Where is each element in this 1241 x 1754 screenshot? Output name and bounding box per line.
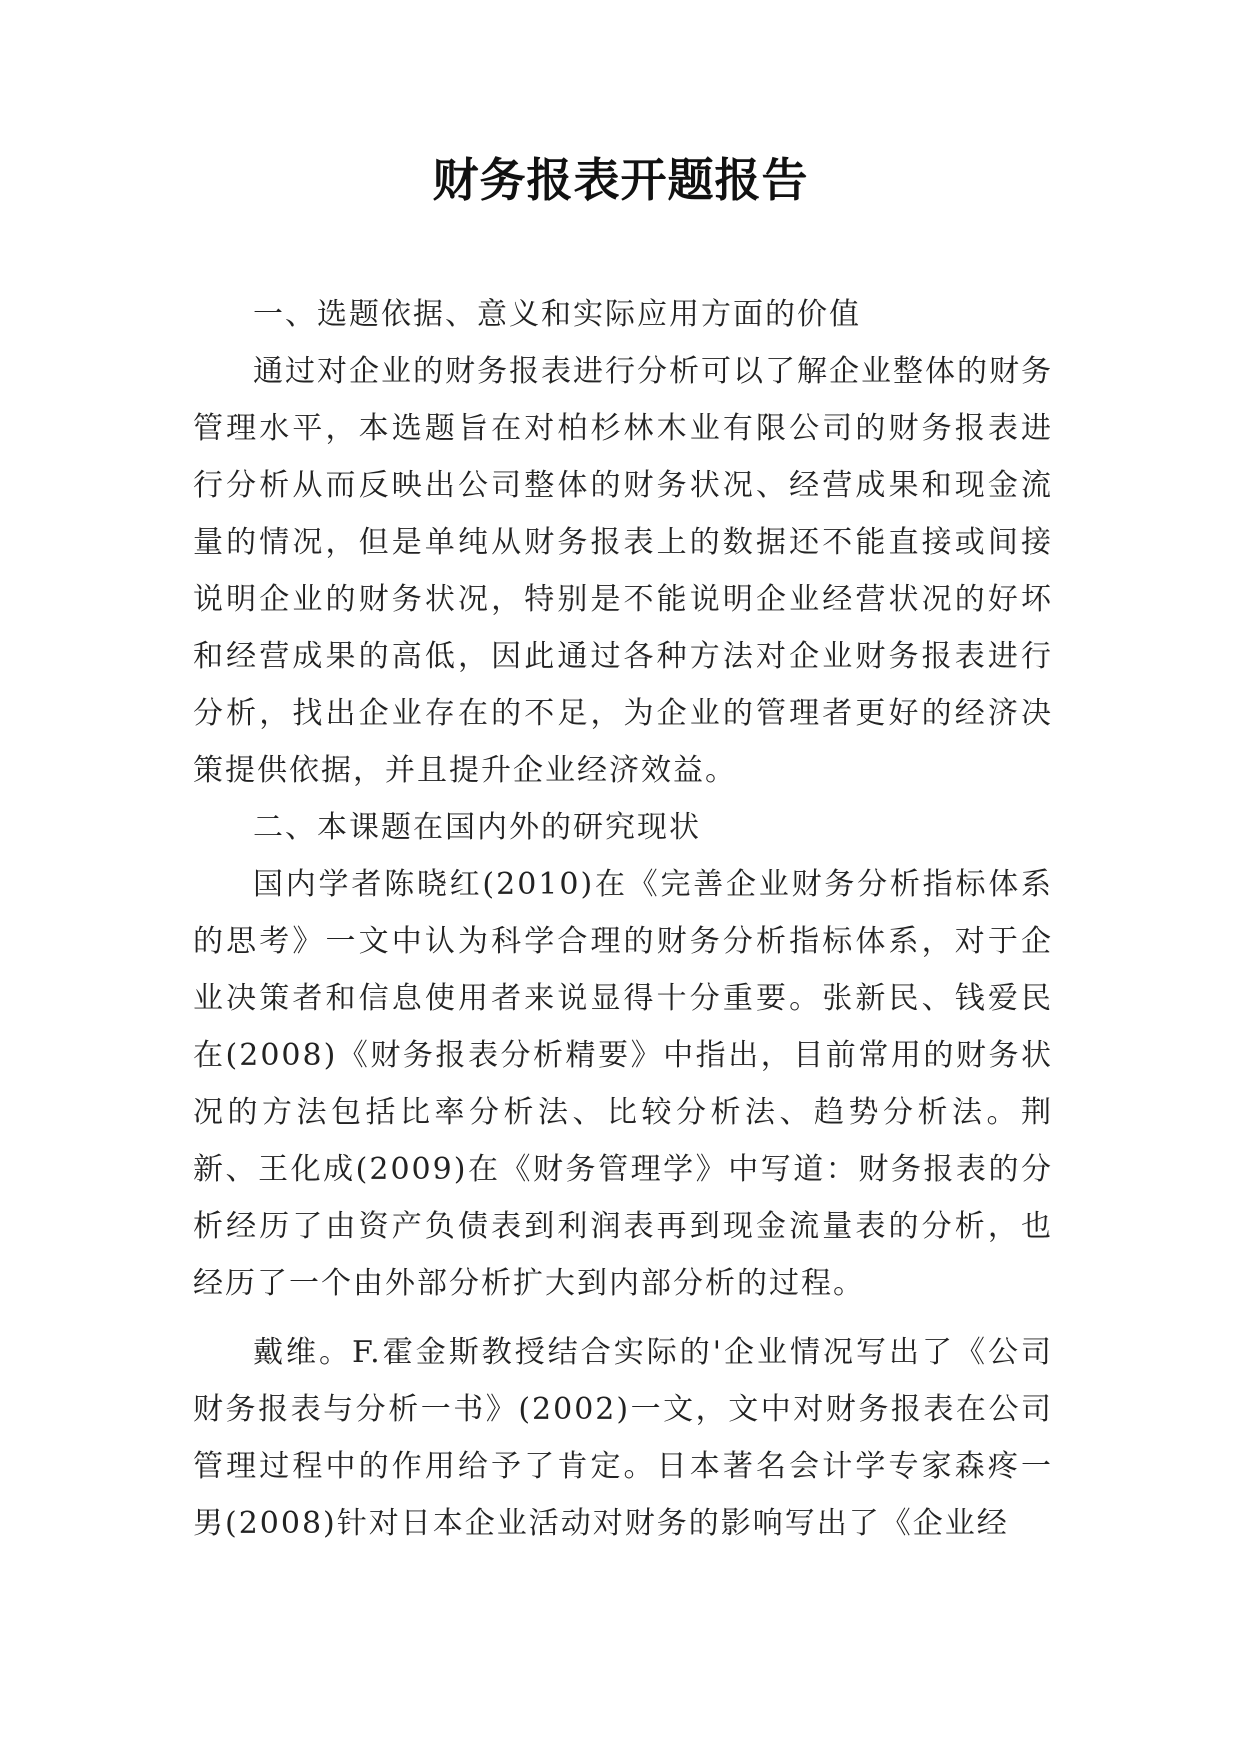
paragraph-3: 戴维。F.霍金斯教授结合实际的'企业情况写出了《公司财务报表与分析一书》(2002)一文，文中对财务报表在公司管理过程中的作用给予了肯定。日本著名会计学专家森疼一男(2008)针对日本企业活动对财务的影响写出了《企业经 bbox=[193, 1335, 1053, 1541]
section-heading-1: 一、选题依据、意义和实际应用方面的价值 bbox=[253, 297, 861, 332]
section-heading-2: 二、本课题在国内外的研究现状 bbox=[253, 810, 701, 845]
paragraph-1: 通过对企业的财务报表进行分析可以了解企业整体的财务管理水平，本选题旨在对柏杉林木业有限公司的财务报表进行分析从而反映出公司整体的财务状况、经营成果和现金流量的情况，但是单纯从财务报表上的数据还不能直接或间接说明企业的财务状况，特别是不能说明企业经营状况的好坏和经营成果的高低，因此通过各种方法对企业财务报表进行分析，找出企业存在的不足，为企业的管理者更好的经济决策提供依据，并且提升企业经济效益。 bbox=[193, 354, 1053, 788]
paragraph-2: 国内学者陈晓红(2010)在《完善企业财务分析指标体系的思考》一文中认为科学合理的财务分析指标体系，对于企业决策者和信息使用者来说显得十分重要。张新民、钱爱民在(2008)《财务报表分析精要》中指出，目前常用的财务状况的方法包括比率分析法、比较分析法、趋势分析法。荆新、王化成(2009)在《财务管理学》中写道：财务报表的分析经历了由资产负债表到利润表再到现金流量表的分析，也经历了一个由外部分析扩大到内部分析的过程。 bbox=[193, 867, 1053, 1301]
document-body bbox=[193, 286, 1053, 1552]
document-title: 财务报表开题报告 bbox=[432, 153, 809, 207]
